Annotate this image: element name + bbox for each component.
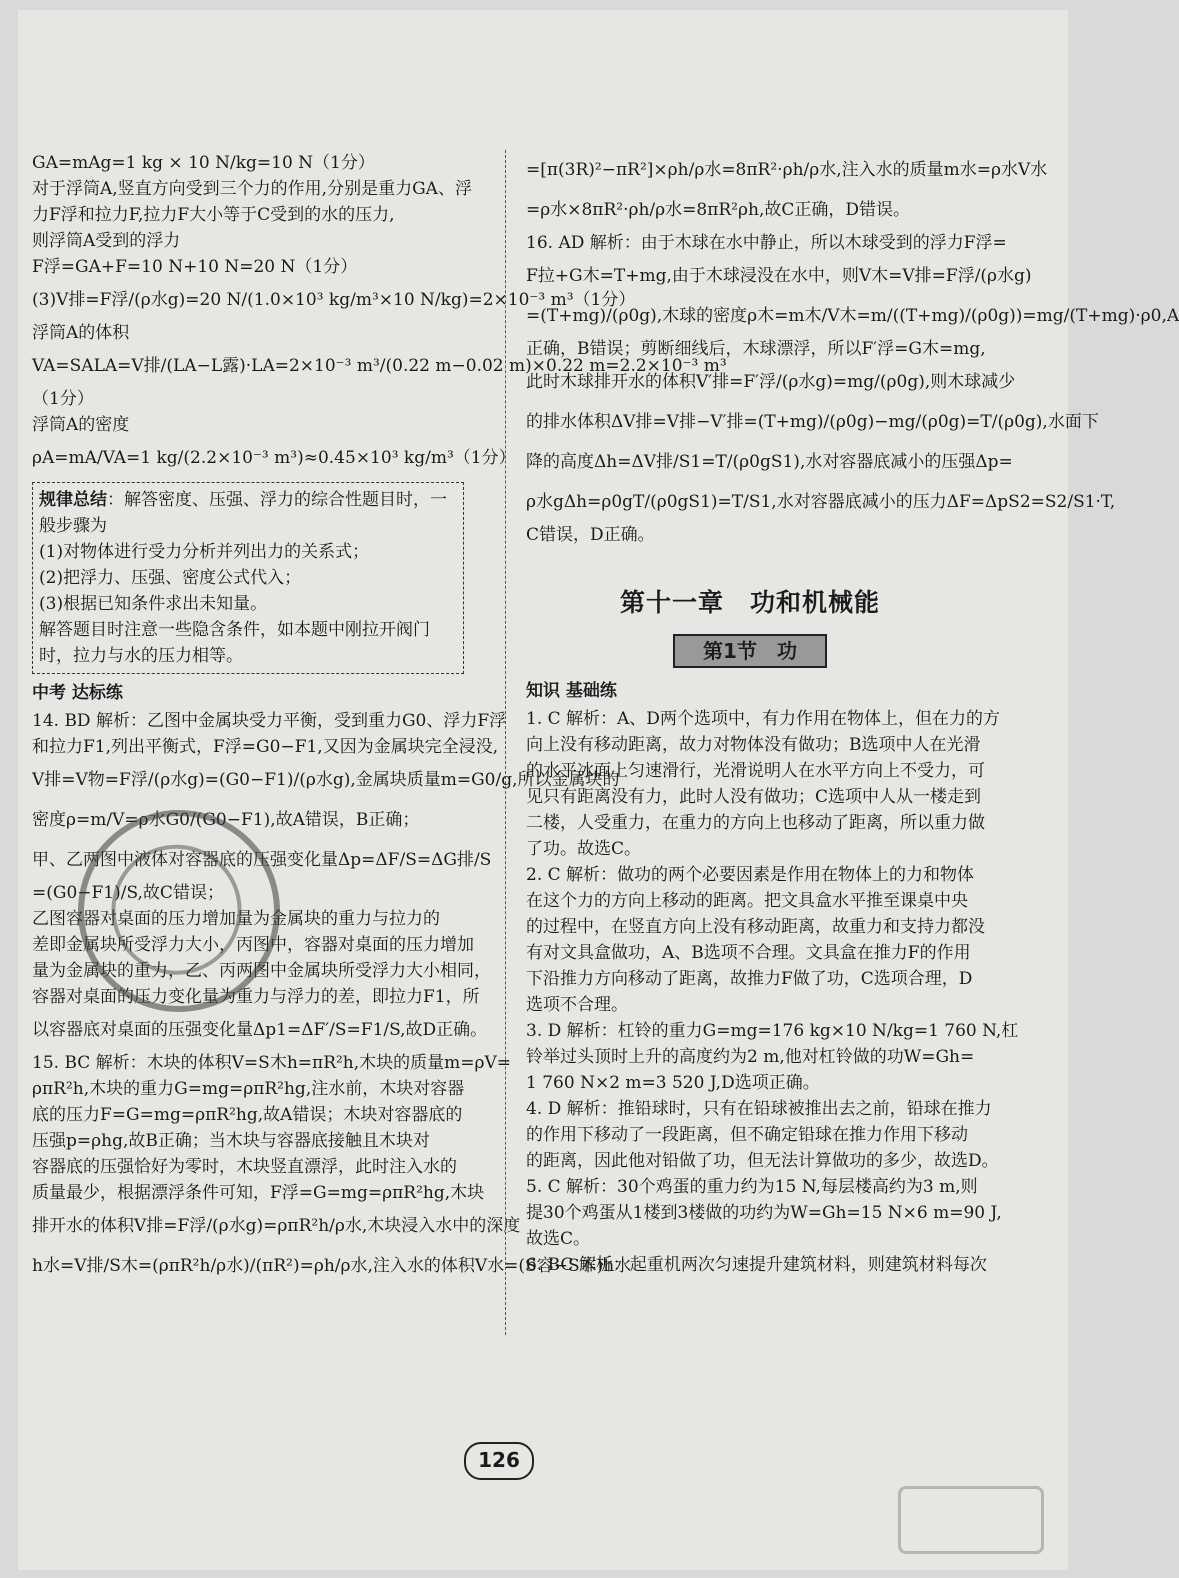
answer-page	[18, 10, 1179, 1570]
text-line: ρπR²h,木块的重力G=mg=ρπR²hg,注水前，木块对容器	[32, 1079, 465, 1099]
text-line: 容器底的压强恰好为零时，木块竖直漂浮，此时注入水的	[32, 1157, 457, 1177]
text-line: 见只有距离没有力，此时人没有做功；C选项中人从一楼走到	[526, 787, 982, 807]
text-line: 14. BD 解析：乙图中金属块受力平衡，受到重力G0、浮力F浮	[32, 711, 507, 731]
text-line: =[π(3R)²−πR²]×ρh/ρ水=8πR²·ρh/ρ水,注入水的质量m水=ρ水V水	[526, 160, 1048, 180]
text-line: 的距离，因此他对铅做了功，但无法计算做功的多少，故选D。	[526, 1151, 999, 1171]
text-line: V排=V物=F浮/(ρ水g)=(G0−F1)/(ρ水g),金属块质量m=G0/g,所以金属块的	[32, 770, 620, 790]
text-line: h水=V排/S木=(ρπR²h/ρ水)/(πR²)=ρh/ρ水,注入水的体积V水=(S容−S木)h水	[32, 1256, 632, 1276]
summary-title: 规律总结	[39, 490, 107, 510]
basic-section-label: 知识 基础练	[526, 681, 617, 701]
text-line: 的水平冰面上匀速滑行，光滑说明人在水平方向上不受力，可	[526, 761, 985, 781]
text-line: 的过程中，在竖直方向上没有移动距离，故重力和支持力都没	[526, 917, 985, 937]
right-column	[526, 150, 1179, 1278]
text-line: C错误，D正确。	[526, 525, 655, 545]
text-line: (3)V排=F浮/(ρ水g)=20 N/(1.0×10³ kg/m³×10 N/kg)=2×10⁻³ m³（1分）	[32, 290, 636, 310]
watermark-logo	[898, 1486, 1044, 1554]
text-line: （1分）	[32, 389, 94, 409]
text-line: 浮筒A的密度	[32, 415, 130, 435]
text-line: 乙图容器对桌面的压力增加量为金属块的重力与拉力的	[32, 909, 440, 929]
text-line: 底的压力F=G=mg=ρπR²hg,故A错误；木块对容器底的	[32, 1105, 463, 1125]
text-line: 1. C 解析：A、D两个选项中，有力作用在物体上，但在力的方	[526, 709, 1000, 729]
text-line: 排开水的体积V排=F浮/(ρ水g)=ρπR²h/ρ水,木块浸入水中的深度	[32, 1216, 521, 1236]
text-line: ρ水gΔh=ρ0gT/(ρ0gS1)=T/S1,水对容器底减小的压力ΔF=ΔpS2=S2/S1·T,	[526, 492, 1116, 512]
section-title: 第1节 功	[673, 634, 827, 668]
text-line: 选项不合理。	[526, 995, 628, 1015]
text-line: 5. C 解析：30个鸡蛋的重力约为15 N,每层楼高约为3 m,则	[526, 1177, 978, 1197]
text-line: 故选C。	[526, 1229, 591, 1249]
text-line: 则浮筒A受到的浮力	[32, 231, 181, 251]
text-line: 对于浮筒A,竖直方向受到三个力的作用,分别是重力GA、浮	[32, 179, 472, 199]
text-line: 和拉力F1,列出平衡式，F浮=G0−F1,又因为金属块完全浸没,	[32, 737, 499, 757]
summary-line: (2)把浮力、压强、密度公式代入；	[39, 568, 302, 588]
text-line: 4. D 解析：推铅球时，只有在铅球被推出去之前，铅球在推力	[526, 1099, 992, 1119]
text-line: 的排水体积ΔV排=V排−V′排=(T+mg)/(ρ0g)−mg/(ρ0g)=T/(ρ0g),水面下	[526, 412, 1099, 432]
column-divider	[505, 150, 506, 1335]
summary-line: (3)根据已知条件求出未知量。	[39, 594, 268, 614]
text-line: 在这个力的方向上移动的距离。把文具盒水平推至课桌中央	[526, 891, 968, 911]
text-line: 量为金属块的重力，乙、丙两图中金属块所受浮力大小相同，	[32, 961, 491, 981]
text-line: VA=SALA=V排/(LA−L露)·LA=2×10⁻³ m³/(0.22 m−0.02 m)×0.22 m=2.2×10⁻³ m³	[32, 356, 727, 376]
text-line: 下沿推力方向移动了距离，故推力F做了功，C选项合理，D	[526, 969, 973, 989]
text-line: =(T+mg)/(ρ0g),木球的密度ρ木=m木/V木=m/((T+mg)/(ρ0g))=mg/(T+mg)·ρ0,A	[526, 306, 1179, 326]
page-number: 126	[464, 1442, 534, 1480]
text-line: 3. D 解析：杠铃的重力G=mg=176 kg×10 N/kg=1 760 N,杠	[526, 1021, 1019, 1041]
text-line: 有对文具盒做功，A、B选项不合理。文具盒在推力F的作用	[526, 943, 971, 963]
text-line: 6. BC 解析：起重机两次匀速提升建筑材料，则建筑材料每次	[526, 1255, 987, 1275]
text-line: GA=mAg=1 kg × 10 N/kg=10 N（1分）	[32, 153, 375, 173]
text-line: =ρ水×8πR²·ρh/ρ水=8πR²ρh,故C正确，D错误。	[526, 200, 910, 220]
text-line: 1 760 N×2 m=3 520 J,D选项正确。	[526, 1073, 820, 1093]
text-line: 以容器底对桌面的压强变化量Δp1=ΔF′/S=F1/S,故D正确。	[32, 1020, 488, 1040]
chapter-title: 第十一章 功和机械能	[619, 588, 880, 617]
text-line: 甲、乙两图中液体对容器底的压强变化量Δp=ΔF/S=ΔG排/S	[32, 850, 492, 870]
rule-summary-box	[32, 482, 464, 674]
right-bottom-block	[526, 706, 1019, 1278]
text-line: 2. C 解析：做功的两个必要因素是作用在物体上的力和物体	[526, 865, 975, 885]
text-line: 浮筒A的体积	[32, 323, 130, 343]
text-line: 此时木球排开水的体积V′排=F′浮/(ρ水g)=mg/(ρ0g),则木球减少	[526, 372, 1016, 392]
text-line: 二楼，人受重力，在重力的方向上也移动了距离，所以重力做	[526, 813, 985, 833]
text-line: 容器对桌面的压力变化量为重力与浮力的差，即拉力F1，所	[32, 987, 480, 1007]
text-line: 的作用下移动了一段距离，但不确定铅球在推力作用下移动	[526, 1125, 968, 1145]
text-line: F拉+G木=T+mg,由于木球浸没在水中，则V木=V排=F浮/(ρ水g)	[526, 266, 1032, 286]
text-line: 提30个鸡蛋从1楼到3楼做的功约为W=Gh=15 N×6 m=90 J,	[526, 1203, 1002, 1223]
text-line: 铃举过头顶时上升的高度约为2 m,他对杠铃做的功W=Gh=	[526, 1047, 975, 1067]
text-line: 力F浮和拉力F,拉力F大小等于C受到的水的压力,	[32, 205, 395, 225]
text-line: 16. AD 解析：由于木球在水中静止，所以木球受到的浮力F浮=	[526, 233, 1007, 253]
text-line: =(G0−F1)/S,故C错误；	[32, 883, 224, 903]
summary-line: 解答题目时注意一些隐含条件，如本题中刚拉开阀门时，拉力与水的压力相等。	[39, 620, 430, 666]
text-line: ρA=mA/VA=1 kg/(2.2×10⁻³ m³)≈0.45×10³ kg/m³（1分）	[32, 448, 516, 468]
text-line: 压强p=ρhg,故B正确；当木块与容器底接触且木块对	[32, 1131, 430, 1151]
exam-section-label: 中考 达标练	[32, 683, 123, 703]
text-line: 降的高度Δh=ΔV排/S1=T/(ρ0gS1),水对容器底减小的压强Δp=	[526, 452, 1013, 472]
text-line: 密度ρ=m/V=ρ水G0/(G0−F1),故A错误，B正确；	[32, 810, 420, 830]
text-line: 质量最少，根据漂浮条件可知，F浮=G=mg=ρπR²hg,木块	[32, 1183, 485, 1203]
stamp-inner-ring	[95, 828, 259, 992]
text-line: 差即金属块所受浮力大小，丙图中，容器对桌面的压力增加	[32, 935, 474, 955]
summary-line: (1)对物体进行受力分析并列出力的关系式；	[39, 542, 370, 562]
text-line: 向上没有移动距离，故力对物体没有做功；B选项中人在光滑	[526, 735, 981, 755]
text-line: 了功。故选C。	[526, 839, 642, 859]
text-line: F浮=GA+F=10 N+10 N=20 N（1分）	[32, 257, 358, 277]
right-top-block	[526, 150, 1179, 548]
text-line: 15. BC 解析：木块的体积V=S木h=πR²h,木块的质量m=ρV=	[32, 1053, 512, 1073]
text-line: 正确，B错误；剪断细线后，木球漂浮，所以F′浮=G木=mg,	[526, 339, 986, 359]
summary-line: ：解答密度、压强、浮力的综合性题目时，一般步骤为	[39, 490, 447, 536]
